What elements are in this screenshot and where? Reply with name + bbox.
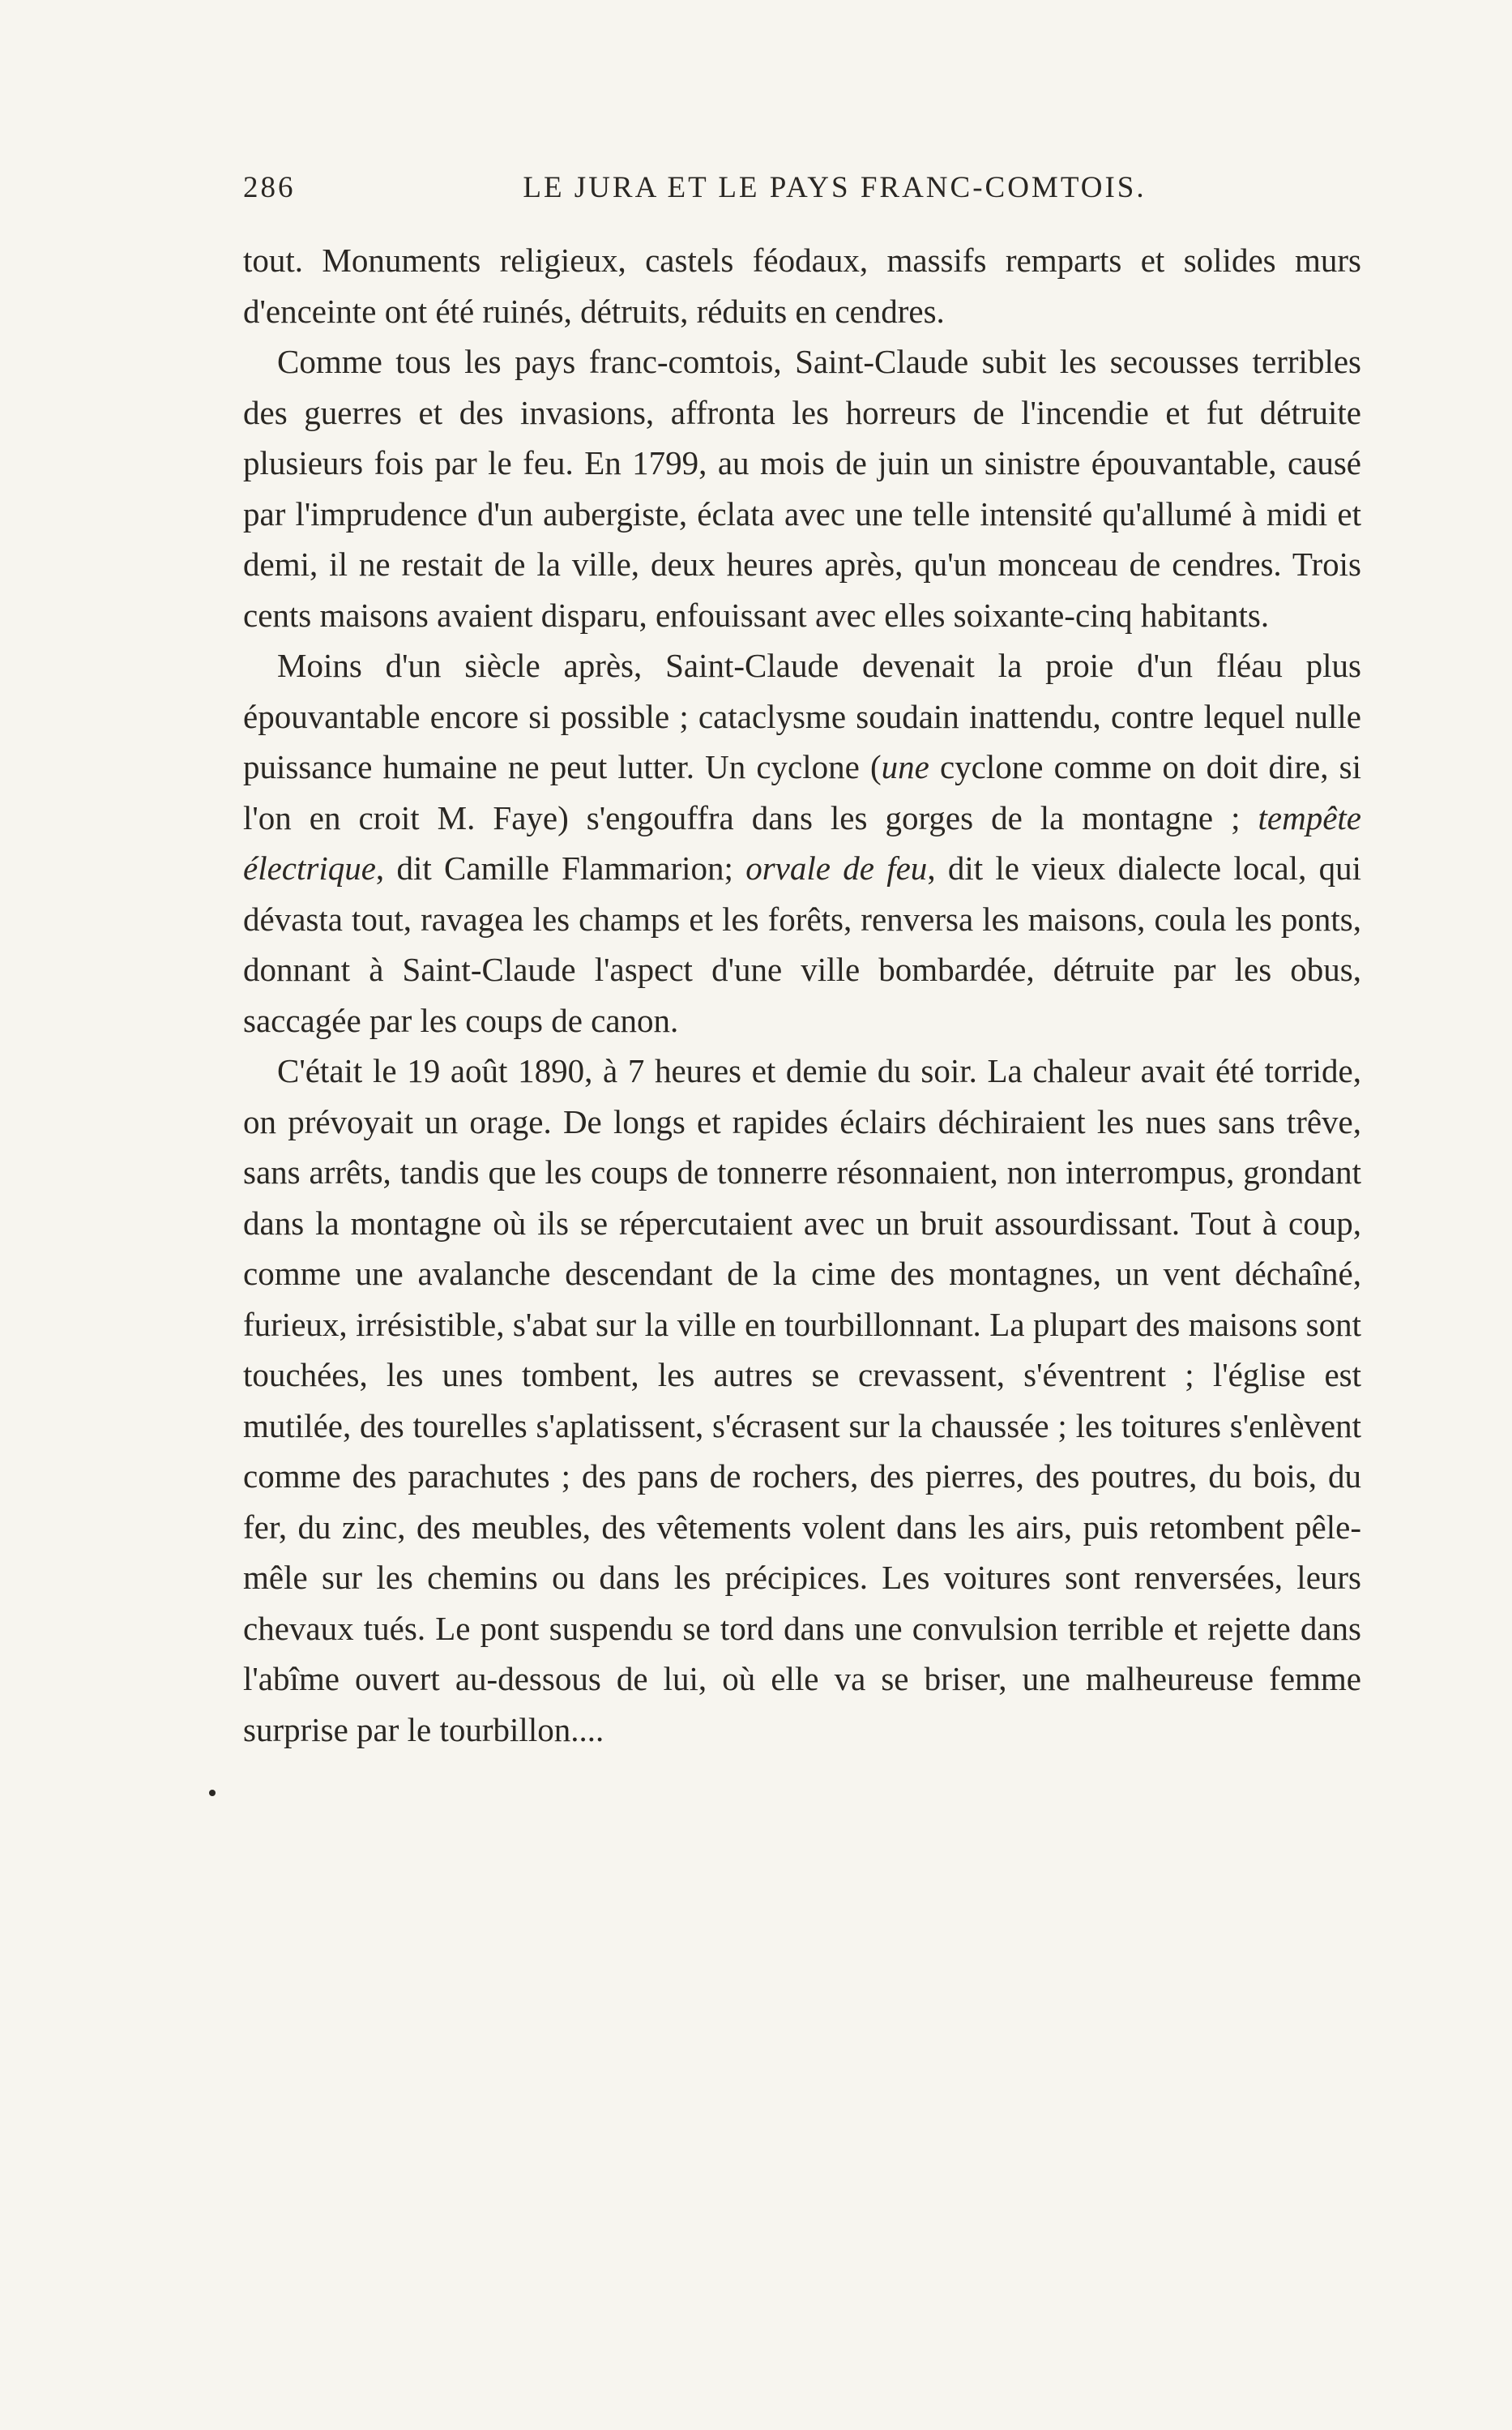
text-run: Moins d'un siècle après, Saint-Claude devenait la proie d'un fléau plus épouvantable encore si possible ; cataclysme soudain inattendu, contre lequel nulle puissance humaine ne peut lutter. Un cyclone ( — [243, 647, 1361, 785]
paragraph — [243, 1046, 1361, 1755]
page-header — [243, 170, 1361, 219]
text-run: , dit le vieux dialecte local, qui dévasta tout, ravagea les champs et les forêts, renversa les maisons, coula les ponts, donnant à Saint-Claude l'aspect d'une ville bombardée, détruite par les obus, saccagée par les coups de canon. — [243, 849, 1362, 1039]
text-run: , dit Camille Flammarion; — [375, 849, 746, 887]
paragraph — [243, 640, 1361, 1046]
italic-text-run: tempête électrique — [243, 798, 1361, 887]
text-run: tout. Monuments religieux, castels féodaux, massifs remparts et solides murs d'enceinte ont été ruinés, détruits, réduits en cendres. — [243, 242, 1361, 330]
italic-text-run: orvale de feu — [745, 849, 928, 887]
page-number: 286 — [243, 171, 296, 204]
margin-dot-mark — [209, 1790, 216, 1796]
text-run: cyclone comme on doit dire, si l'on en croit M. Faye) s'engouffra dans les gorges de la montagne ; — [243, 748, 1361, 836]
text-run: C'était le 19 août 1890, à 7 heures et demie du soir. La chaleur avait été torride, on prévoyait un orage. De longs et rapides éclairs déchiraient les nues sans trêve, sans arrêts, tandis que les coups de tonnerre résonnaient, non interrompus, grondant dans la montagne où ils se répercutaient avec un bruit assourdissant. Tout à coup, comme une avalanche descendant de la cime des montagnes, un vent déchaîné, furieux, irrésistible, s'abat sur la ville en tourbillonnant. La plupart des maisons sont touchées, les unes tombent, les autres se crevassent, s'éventrent ; l'église est mutilée, des tourelles s'aplatissent, s'écrasent sur la chaussée ; les toitures s'enlèvent comme des parachutes ; des pans de rochers, des pierres, des poutres, du bois, du fer, du zinc, des meubles, des vêtements volent dans les airs, puis retombent pêle-mêle sur les chemins ou dans les précipices. Les voitures sont renversées, leurs chevaux tués. Le pont suspendu se tord dans une convulsion terrible et rejette dans l'abîme ouvert au-dessous de lui, où elle va se briser, une malheureuse femme surprise par le tourbillon.... — [243, 1052, 1361, 1748]
body-text — [243, 235, 1361, 1755]
paragraph — [243, 336, 1361, 640]
paragraph — [243, 235, 1361, 336]
running-title: LE JURA ET LE PAYS FRANC-COMTOIS. — [523, 171, 1147, 204]
italic-text-run: une — [881, 748, 929, 785]
text-run: Comme tous les pays franc-comtois, Saint-Claude subit les secousses terribles des guerres et des invasions, affronta les horreurs de l'incendie et fut détruite plusieurs fois par le feu. En 1799, au mois de juin un sinistre épouvantable, causé par l'imprudence d'un aubergiste, éclata avec une telle intensité qu'allumé à midi et demi, il ne restait de la ville, deux heures après, qu'un monceau de cendres. Trois cents maisons avaient disparu, enfouissant avec elles soixante-cinq habitants. — [243, 343, 1361, 634]
